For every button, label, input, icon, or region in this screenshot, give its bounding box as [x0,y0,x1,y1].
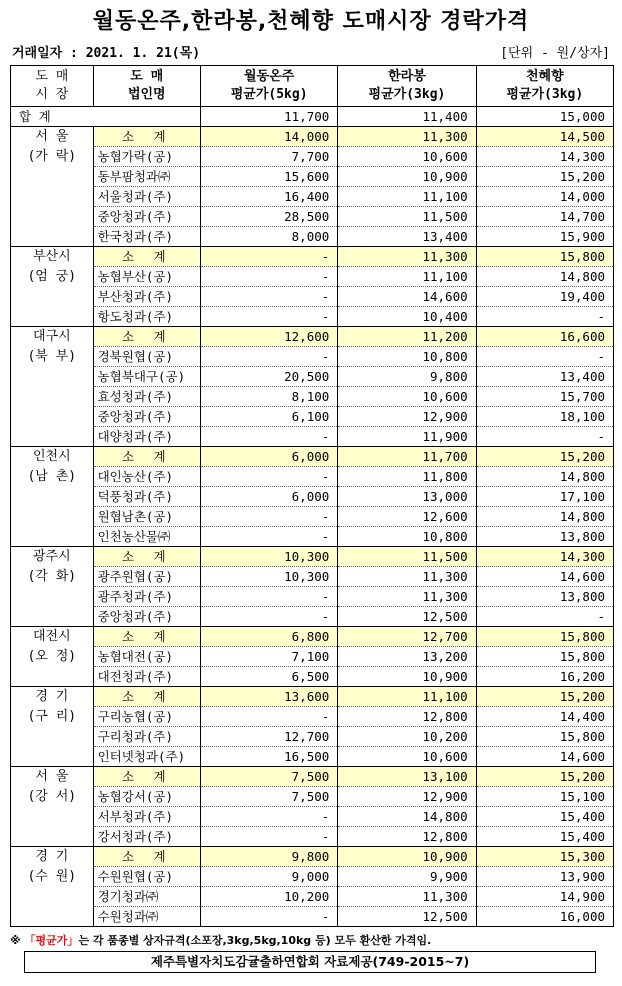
corp-name: 중앙청과(주) [93,207,200,227]
price-c3: 14,800 [476,507,613,527]
price-c1: 8,100 [200,387,337,407]
table-row [11,567,614,587]
table-row [11,387,614,407]
price-c3: - [476,427,613,447]
price-c1: - [200,707,337,727]
table-row [11,207,614,227]
price-c1: 6,800 [200,627,337,647]
page-title: 월동온주,한라봉,천혜향 도매시장 경락가격 [92,9,530,34]
subtotal-row [11,547,614,567]
corp-name: 경기청과㈜ [93,887,200,907]
corp-name: 소 계 [93,447,200,467]
subtotal-row [11,627,614,647]
price-c3: - [476,607,613,627]
corp-name: 소 계 [93,127,200,147]
price-c3: 15,100 [476,787,613,807]
price-c1: - [200,267,337,287]
price-c1: - [200,427,337,447]
price-c3: 15,400 [476,827,613,847]
market-cell: 서 울 (강 서) [11,767,94,847]
table-row [11,587,614,607]
table-row [11,747,614,767]
market-cell: 서 울 (가 락) [11,127,94,247]
price-c1: 9,000 [200,867,337,887]
corp-name: 덕풍청과(주) [93,487,200,507]
market-cell: 인천시 (남 촌) [11,447,94,547]
table-row [11,367,614,387]
trade-date: 거래일자 : 2021. 1. 21(목) [12,46,201,61]
table-row [11,887,614,907]
table-row [11,467,614,487]
price-c2: 12,900 [338,787,476,807]
price-c3: 16,200 [476,667,613,687]
price-c2: 10,800 [338,347,476,367]
corp-name: 수원청과㈜ [93,907,200,927]
table-row [11,407,614,427]
table-row [11,227,614,247]
price-c2: 9,900 [338,867,476,887]
price-c3: 14,800 [476,467,613,487]
corp-name: 항도청과(주) [93,307,200,327]
price-c2: 13,200 [338,647,476,667]
price-c2: 11,900 [338,427,476,447]
header-row [11,66,614,107]
table-row [11,267,614,287]
price-c2: 14,800 [338,807,476,827]
corp-name: 수원원협(공) [93,867,200,887]
price-c3: 14,600 [476,747,613,767]
corp-name: 농협강서(공) [93,787,200,807]
corp-name: 중앙청과(주) [93,607,200,627]
price-c3: 15,900 [476,227,613,247]
table-row [11,787,614,807]
price-c1: 14,000 [200,127,337,147]
price-c2: 11,100 [338,267,476,287]
price-c2: 11,300 [338,567,476,587]
price-c2: 10,900 [338,847,476,867]
table-row [11,147,614,167]
corp-name: 인터넷청과(주) [93,747,200,767]
price-c3: 14,700 [476,207,613,227]
price-c3: 13,800 [476,527,613,547]
price-c3: 16,600 [476,327,613,347]
price-c2: 10,600 [338,387,476,407]
price-c1: - [200,907,337,927]
corp-name: 소 계 [93,547,200,567]
price-c2: 11,300 [338,587,476,607]
total-c1: 11,700 [200,107,337,127]
subtotal-row [11,127,614,147]
header-c1: 월동온주 평균가(5kg) [200,66,337,107]
price-c2: 11,300 [338,127,476,147]
price-c1: 7,700 [200,147,337,167]
subtotal-row [11,767,614,787]
corp-name: 서부청과(주) [93,807,200,827]
price-c3: 19,400 [476,287,613,307]
price-c2: 9,800 [338,367,476,387]
price-c3: 14,800 [476,267,613,287]
price-c3: 15,700 [476,387,613,407]
price-c1: - [200,467,337,487]
price-c2: 10,900 [338,167,476,187]
table-row [11,827,614,847]
price-c3: 15,800 [476,647,613,667]
corp-name: 광주청과(주) [93,587,200,607]
price-c2: 10,600 [338,147,476,167]
table-row [11,507,614,527]
price-c3: 14,500 [476,127,613,147]
price-c1: 10,200 [200,887,337,907]
price-c3: 14,600 [476,567,613,587]
price-c1: 6,000 [200,447,337,467]
subtotal-row [11,847,614,867]
price-c1: 12,700 [200,727,337,747]
total-c2: 11,400 [338,107,476,127]
price-c1: - [200,307,337,327]
price-c1: 16,500 [200,747,337,767]
price-c2: 11,700 [338,447,476,467]
price-c3: 14,000 [476,187,613,207]
table-row [11,527,614,547]
price-c2: 11,300 [338,247,476,267]
price-c1: - [200,807,337,827]
price-c1: 6,500 [200,667,337,687]
table-row [11,707,614,727]
price-c1: - [200,827,337,847]
price-c3: 15,800 [476,727,613,747]
corp-name: 소 계 [93,627,200,647]
subtotal-row [11,327,614,347]
subtotal-row [11,247,614,267]
price-c3: 15,800 [476,247,613,267]
corp-name: 소 계 [93,247,200,267]
corp-name: 한국청과(주) [93,227,200,247]
price-c1: - [200,587,337,607]
corp-name: 농협대전(공) [93,647,200,667]
corp-name: 소 계 [93,687,200,707]
price-c3: 15,200 [476,167,613,187]
price-c1: 6,100 [200,407,337,427]
corp-name: 대전청과(주) [93,667,200,687]
price-c3: 18,100 [476,407,613,427]
corp-name: 경북원협(공) [93,347,200,367]
table-row [11,287,614,307]
price-c3: 13,400 [476,367,613,387]
corp-name: 소 계 [93,767,200,787]
table-row [11,427,614,447]
table-row [11,487,614,507]
price-c3: 14,900 [476,887,613,907]
price-c2: 11,500 [338,547,476,567]
price-c2: 10,400 [338,307,476,327]
price-c3: 17,100 [476,487,613,507]
price-c3: 15,200 [476,767,613,787]
corp-name: 소 계 [93,847,200,867]
price-c3: 15,400 [476,807,613,827]
price-c2: 13,000 [338,487,476,507]
price-c3: 15,200 [476,687,613,707]
price-c1: 9,800 [200,847,337,867]
price-c3: 14,300 [476,147,613,167]
market-cell: 경 기 (구 리) [11,687,94,767]
price-c2: 11,500 [338,207,476,227]
table-row [11,807,614,827]
price-c2: 11,100 [338,187,476,207]
corp-name: 강서청과(주) [93,827,200,847]
price-c1: 10,300 [200,547,337,567]
header-c3: 천혜향 평균가(3kg) [476,66,613,107]
table-row [11,307,614,327]
corp-name: 서울청과(주) [93,187,200,207]
table-row [11,167,614,187]
price-c1: - [200,607,337,627]
corp-name: 대양청과(주) [93,427,200,447]
market-cell: 부산시 (엄 궁) [11,247,94,327]
price-c2: 10,200 [338,727,476,747]
corp-name: 소 계 [93,327,200,347]
price-c1: 10,300 [200,567,337,587]
table-row [11,647,614,667]
price-c2: 14,600 [338,287,476,307]
price-c2: 12,500 [338,607,476,627]
corp-name: 부산청과(주) [93,287,200,307]
market-cell: 대전시 (오 정) [11,627,94,687]
price-c2: 12,800 [338,707,476,727]
price-c1: 7,500 [200,767,337,787]
price-c2: 12,700 [338,627,476,647]
price-c3: - [476,307,613,327]
price-c3: 15,200 [476,447,613,467]
price-c3: 16,000 [476,907,613,927]
price-c2: 10,800 [338,527,476,547]
price-c2: 11,300 [338,887,476,907]
price-c1: - [200,347,337,367]
price-c2: 12,600 [338,507,476,527]
price-c3: 13,800 [476,587,613,607]
market-cell: 대구시 (북 부) [11,327,94,447]
price-c1: 16,400 [200,187,337,207]
subtotal-row [11,687,614,707]
price-c3: 13,900 [476,867,613,887]
price-c1: - [200,287,337,307]
corp-name: 구리청과(주) [93,727,200,747]
corp-name: 농협가락(공) [93,147,200,167]
header-corp: 도 매 법인명 [93,66,200,107]
price-c3: - [476,347,613,367]
price-c3: 14,400 [476,707,613,727]
corp-name: 동부팜청과㈜ [93,167,200,187]
total-label: 합 계 [11,107,201,127]
price-c2: 10,600 [338,747,476,767]
table-row [11,907,614,927]
table-row [11,347,614,367]
subtotal-row [11,447,614,467]
table-row [11,867,614,887]
source-footer: 제주특별자치도감귤출하연합회 자료제공(749-2015~7) [24,951,596,973]
price-c1: 7,100 [200,647,337,667]
price-c1: 15,600 [200,167,337,187]
price-c2: 12,800 [338,827,476,847]
corp-name: 원협남촌(공) [93,507,200,527]
unit-label: [단위 - 원/상자] [500,46,610,61]
price-c2: 11,800 [338,467,476,487]
price-c2: 11,100 [338,687,476,707]
price-c2: 12,500 [338,907,476,927]
table-row [11,727,614,747]
corp-name: 광주원협(공) [93,567,200,587]
total-c3: 15,000 [476,107,613,127]
header-c2: 한라봉 평균가(3kg) [338,66,476,107]
market-cell: 경 기 (수 원) [11,847,94,927]
corp-name: 대인농산(주) [93,467,200,487]
price-c1: - [200,527,337,547]
table-row [11,607,614,627]
corp-name: 효성청과(주) [93,387,200,407]
corp-name: 구리농협(공) [93,707,200,727]
table-row [11,187,614,207]
price-c1: 8,000 [200,227,337,247]
price-c3: 14,300 [476,547,613,567]
footnote: ※ 「평균가」는 각 품종별 상자규격(소포장,3kg,5kg,10kg 등) 모두 환산한 가격임. [10,934,432,947]
corp-name: 농협부산(공) [93,267,200,287]
total-row [11,107,614,127]
price-c1: 7,500 [200,787,337,807]
price-c1: 12,600 [200,327,337,347]
price-c2: 10,900 [338,667,476,687]
price-c1: 20,500 [200,367,337,387]
price-c2: 12,900 [338,407,476,427]
price-c2: 11,200 [338,327,476,347]
price-c2: 13,100 [338,767,476,787]
price-table [10,65,614,927]
price-c3: 15,300 [476,847,613,867]
price-c2: 13,400 [338,227,476,247]
price-c1: 13,600 [200,687,337,707]
price-c1: 28,500 [200,207,337,227]
price-c1: - [200,247,337,267]
price-c3: 15,800 [476,627,613,647]
price-c1: - [200,507,337,527]
corp-name: 중앙청과(주) [93,407,200,427]
table-row [11,667,614,687]
market-cell: 광주시 (각 화) [11,547,94,627]
corp-name: 인천농산물㈜ [93,527,200,547]
header-market: 도 매 시 장 [11,66,94,107]
corp-name: 농협북대구(공) [93,367,200,387]
price-c1: 6,000 [200,487,337,507]
